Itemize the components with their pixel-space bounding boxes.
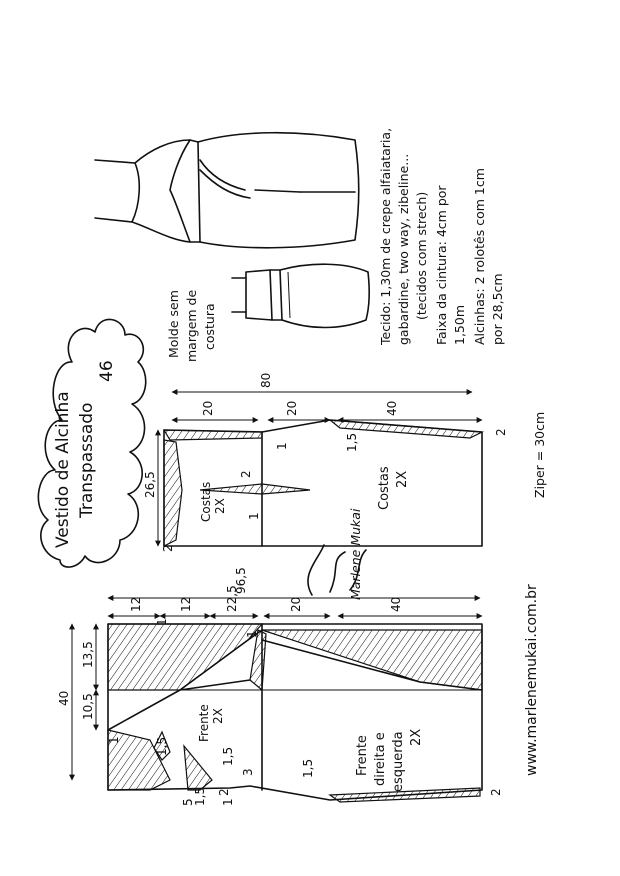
title-size: 46 [97, 360, 117, 382]
front-mark-15b: 1,5 [221, 746, 235, 766]
back-width: 26,5 [143, 471, 157, 498]
back-label1: Costas [377, 466, 392, 510]
front-side-135: 13,5 [81, 641, 95, 668]
front-piece [57, 567, 503, 806]
front-seg-12b: 12 [179, 596, 193, 612]
zipper-note: Ziper = 30cm [532, 411, 547, 498]
front-seg-40: 40 [389, 596, 403, 612]
back-small-label2: 2X [213, 498, 227, 514]
front-seg-12a: 12 [129, 596, 143, 612]
fabric-line2: gabardine, two way, zibeline... [396, 153, 411, 345]
back-mark1: 1 [247, 512, 261, 520]
front-mark-15d: 1,5 [193, 786, 207, 806]
front-label4: 2X [409, 728, 424, 746]
front-total-length: 96,5 [234, 567, 248, 594]
front-seg-20: 20 [289, 596, 303, 612]
front-height: 40 [57, 690, 71, 706]
front-small-label2: 2X [211, 708, 225, 724]
title-line1: Vestido de Alcinha [53, 391, 73, 548]
fabric-line3: (tecidos com strech) [414, 191, 429, 320]
front-small-label1: Frente [197, 704, 211, 742]
back-corner-right: 2 [494, 428, 508, 436]
title-line2: Transpassado [77, 402, 97, 518]
front-mark-1a: 1 [107, 736, 121, 744]
back-mark3: 1,5 [345, 432, 359, 452]
signature [308, 508, 366, 600]
title-block [38, 319, 145, 567]
dress-illustration-large [95, 133, 359, 248]
mold-note [166, 290, 217, 362]
fabric-line1: Tecido: 1,30m de crepe alfaiataria, [378, 127, 393, 345]
belt-line1: Faixa da cintura: 4cm por [434, 185, 449, 345]
dress-illustration-small [232, 264, 369, 327]
back-seg3: 40 [385, 400, 399, 416]
belt-line2: 1,50m [452, 304, 467, 345]
front-corner-left: 2 [217, 788, 231, 796]
materials-notes [378, 128, 505, 346]
front-mark-5: 5 [181, 798, 195, 806]
front-mark-15c: 1,5 [301, 758, 315, 778]
front-label2: direita e [373, 732, 388, 786]
front-side-105: 10,5 [81, 693, 95, 720]
front-mark-15a: 1,5 [155, 736, 169, 756]
front-mark-1b: 1 [155, 618, 169, 626]
straps-line1: Alcinhas: 2 rolotês com 1cm [472, 168, 487, 345]
front-label1: Frente [355, 735, 370, 776]
back-piece [143, 373, 508, 552]
signature-text: Marlene Mukai [348, 508, 363, 600]
front-mark-1d: 1 [221, 798, 235, 806]
mold-note-line2: margem de [184, 289, 199, 362]
front-seg-225: 22,5 [225, 585, 239, 612]
back-mark2: 1 [275, 442, 289, 450]
front-mark-1c: 1 [245, 630, 259, 638]
straps-line2: por 28,5cm [490, 273, 505, 345]
back-dart: 2 [239, 470, 253, 478]
mold-note-line1: Molde sem [166, 290, 181, 358]
back-seg2: 20 [285, 400, 299, 416]
website-text: www.marlenemukai.com.br [524, 584, 540, 776]
mold-note-line3: costura [202, 303, 217, 350]
back-label2: 2X [395, 470, 410, 488]
back-small-label1: Costas [199, 481, 213, 522]
front-label3: esquerda [391, 731, 406, 792]
back-seg1: 20 [201, 400, 215, 416]
back-total-length: 80 [259, 372, 273, 388]
front-mark-3: 3 [241, 768, 255, 776]
back-corner-left: 2 [161, 544, 175, 552]
front-corner-right: 2 [489, 788, 503, 796]
